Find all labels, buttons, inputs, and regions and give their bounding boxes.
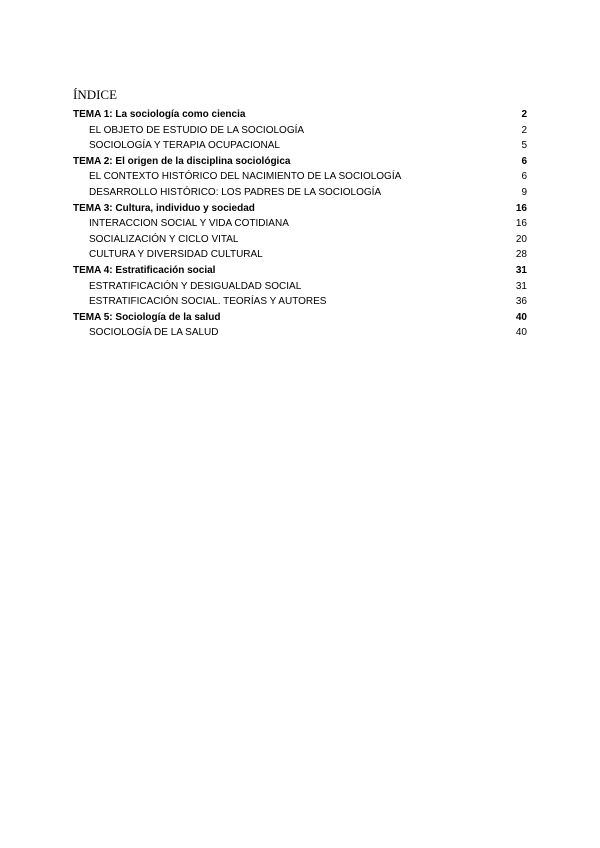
- toc-entry-label: TEMA 2: El origen de la disciplina sociológica: [73, 155, 291, 167]
- toc-entry-label: EL CONTEXTO HISTÓRICO DEL NACIMIENTO DE LA SOCIOLOGÍA: [89, 171, 402, 183]
- toc-entry-page-number: 31: [515, 264, 527, 276]
- toc-chapter-entry[interactable]: [73, 263, 527, 279]
- toc-entry-page-number: 16: [515, 202, 527, 214]
- toc-entry-page-number: 31: [515, 280, 527, 292]
- toc-title: ÍNDICE: [73, 87, 118, 102]
- toc-entry-page-number: 40: [515, 327, 527, 339]
- toc-entry-page-number: 5: [521, 140, 527, 152]
- toc-section-entry[interactable]: [73, 138, 527, 154]
- toc-entry-page-number: 40: [515, 311, 527, 323]
- toc-entry-page-number: 20: [515, 233, 527, 245]
- toc-entry-label: TEMA 1: La sociología como ciencia: [73, 109, 246, 120]
- toc-chapter-entry[interactable]: [73, 107, 527, 123]
- toc-entry-label: SOCIOLOGÍA Y TERAPIA OCUPACIONAL: [89, 140, 280, 152]
- toc-section-entry[interactable]: [73, 294, 527, 310]
- toc-entry-page-number: 36: [515, 296, 527, 308]
- toc-section-entry[interactable]: [73, 216, 527, 232]
- toc-chapter-entry[interactable]: [73, 201, 527, 217]
- toc-section-entry[interactable]: [73, 169, 527, 185]
- toc-entry-page-number: 9: [521, 186, 527, 198]
- toc-entry-page-number: 2: [521, 109, 527, 120]
- toc-entry-label: EL OBJETO DE ESTUDIO DE LA SOCIOLOGÍA: [89, 124, 305, 136]
- toc-section-entry[interactable]: [73, 279, 527, 295]
- toc-entry-label: CULTURA Y DIVERSIDAD CULTURAL: [89, 249, 263, 261]
- toc-entry-page-number: 28: [515, 249, 527, 261]
- toc-chapter-entry[interactable]: [73, 310, 527, 326]
- toc-entry-page-number: 6: [521, 155, 527, 167]
- toc-list: [73, 107, 527, 341]
- toc-entry-label: ESTRATIFICACIÓN Y DESIGUALDAD SOCIAL: [89, 280, 302, 292]
- toc-section-entry[interactable]: [73, 123, 527, 139]
- toc-entry-label: SOCIALIZACIÓN Y CICLO VITAL: [89, 233, 239, 245]
- toc-entry-page-number: 2: [521, 124, 527, 136]
- toc-entry-page-number: 16: [515, 218, 527, 230]
- toc-section-entry[interactable]: [73, 247, 527, 263]
- toc-entry-label: TEMA 4: Estratificación social: [73, 264, 216, 276]
- toc-entry-label: INTERACCION SOCIAL Y VIDA COTIDIANA: [89, 218, 289, 230]
- toc-section-entry[interactable]: [73, 185, 527, 201]
- toc-entry-label: DESARROLLO HISTÓRICO: LOS PADRES DE LA SOCIOLOGÍA: [89, 186, 382, 198]
- toc-section-entry[interactable]: [73, 325, 527, 341]
- toc-entry-page-number: 6: [521, 171, 527, 183]
- toc-entry-label: ESTRATIFICACIÓN SOCIAL. TEORÍAS Y AUTORES: [89, 296, 327, 308]
- table-of-contents: [73, 87, 527, 341]
- toc-entry-label: TEMA 5: Sociología de la salud: [73, 311, 221, 323]
- toc-entry-label: SOCIOLOGÍA DE LA SALUD: [89, 327, 219, 339]
- toc-section-entry[interactable]: [73, 232, 527, 248]
- toc-entry-label: TEMA 3: Cultura, individuo y sociedad: [73, 202, 255, 214]
- toc-chapter-entry[interactable]: [73, 154, 527, 170]
